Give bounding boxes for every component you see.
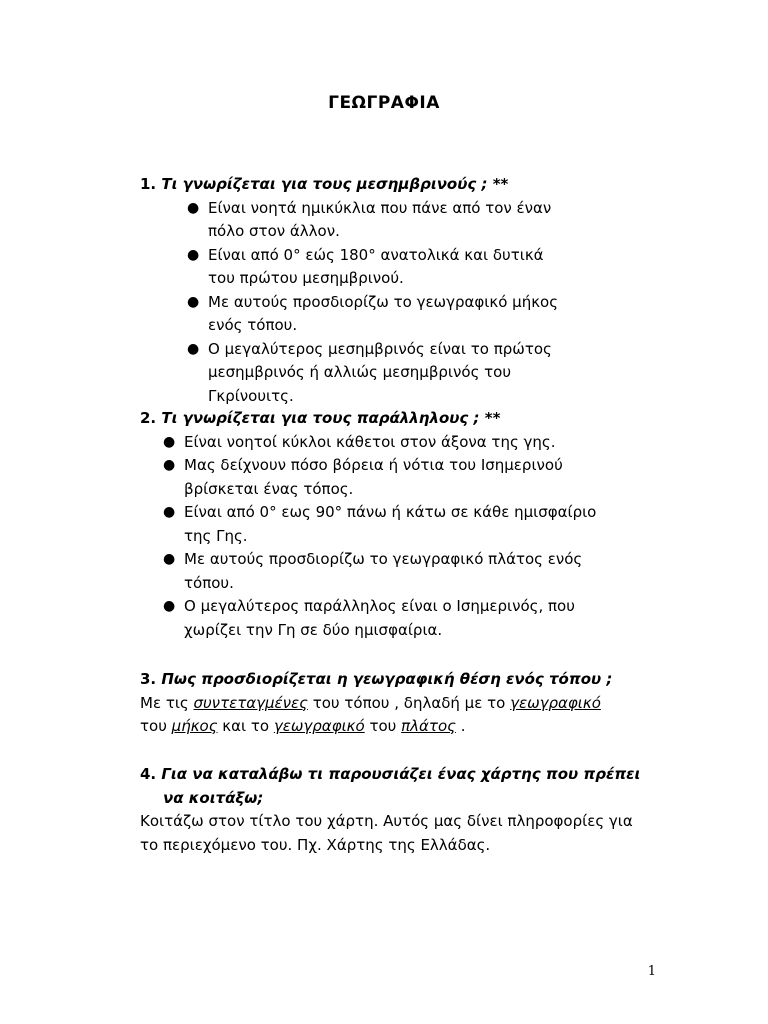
question-2-bullets — [140, 431, 610, 643]
term-geographic: γεωγραφικό — [510, 693, 601, 712]
bullet-icon: ● — [163, 457, 176, 473]
list-item: ● Μας δείχνουν πόσο βόρεια ή νότια του Ισημερινού βρίσκεται ένας τόπος. — [163, 456, 563, 498]
bullet-icon: ● — [187, 340, 200, 357]
question-2-number: 2. — [140, 409, 157, 427]
question-1-heading — [140, 173, 660, 197]
question-4-answer-line-1: Κοιτάζω στον τίτλο του χάρτη. Αυτός μας δίνει πληροφορίες για — [140, 812, 633, 830]
term-coordinates: συντεταγμένες — [193, 693, 308, 712]
bullet-icon: ● — [187, 293, 200, 310]
list-item: ● Είναι από 0° εώς 180° ανατολικά και δυτικά του πρώτου μεσημβρινού. — [187, 245, 544, 287]
list-item: ● Με αυτούς προσδιορίζω το γεωγραφικό πλάτος ενός τόπου. — [163, 550, 583, 592]
page-number: 1 — [647, 964, 656, 979]
question-3-answer-line-1: Με τις συντεταγμένες του τόπου , δηλαδή με το γεωγραφικό — [140, 693, 601, 712]
question-1-bullets — [140, 197, 570, 409]
page-title: ΓΕΩΓΡΑΦΙΑ — [328, 93, 440, 113]
question-2-stars: ** — [484, 409, 501, 427]
question-3-heading — [140, 668, 660, 692]
question-2-text: Τι γνωρίζεται για τους παράλληλους ; — [161, 409, 480, 427]
list-item: ● Με αυτούς προσδιορίζω το γεωγραφικό μήκος ενός τόπου. — [187, 292, 559, 334]
question-4-heading-line-2: να κοιτάξω; — [163, 788, 264, 807]
question-3-text: Πως προσδιορίζεται η γεωγραφική θέση ενός τόπου ; — [161, 670, 613, 688]
question-3-section — [140, 668, 660, 739]
list-item: ● Ο μεγαλύτερος παράλληλος είναι ο Ισημερινός, που χωρίζει την Γη σε δύο ημισφαίρια. — [163, 597, 575, 639]
question-1-number: 1. — [140, 175, 157, 193]
list-item: ● Είναι από 0° εως 90° πάνω ή κάτω σε κάθε ημισφαίριο της Γης. — [163, 503, 597, 545]
list-item: ● Ο μεγαλύτερος μεσημβρινός είναι το πρώτος μεσημβρινός ή αλλιώς μεσημβρινός του Γκρίνουιτς. — [187, 339, 552, 405]
term-geographic-2: γεωγραφικό — [273, 717, 365, 735]
bullet-icon: ● — [187, 246, 200, 263]
bullet-icon: ● — [163, 504, 176, 520]
list-item: ● Είναι νοητά ημικύκλια που πάνε από τον έναν πόλο στον άλλον. — [187, 198, 552, 240]
question-4-heading — [140, 763, 660, 787]
term-latitude: πλάτος — [401, 717, 456, 735]
question-2-heading — [140, 407, 660, 431]
question-4-text-line-1: Για να καταλάβω τι παρουσιάζει ένας χάρτης που πρέπει — [161, 765, 641, 783]
question-1-section — [140, 173, 660, 408]
question-1-stars: ** — [492, 175, 509, 193]
bullet-icon: ● — [163, 433, 176, 450]
list-item: ● Είναι νοητοί κύκλοι κάθετοι στον άξονα της γης. — [140, 431, 610, 455]
question-3-answer-line-2: του μήκος και το γεωγραφικό του πλάτος . — [140, 717, 466, 735]
question-3-number: 3. — [140, 670, 157, 688]
bullet-icon: ● — [163, 551, 176, 567]
question-4-answer-line-2: το περιεχόμενο του. Πχ. Χάρτης της Ελλάδας. — [140, 835, 491, 854]
question-1-text: Τι γνωρίζεται για τους μεσημβρινούς ; — [161, 175, 488, 193]
bullet-icon: ● — [163, 598, 176, 614]
bullet-icon: ● — [187, 199, 200, 216]
term-longitude: μήκος — [171, 717, 218, 735]
question-4-section — [140, 763, 660, 857]
question-2-section — [140, 407, 660, 642]
question-4-number: 4. — [140, 765, 157, 783]
